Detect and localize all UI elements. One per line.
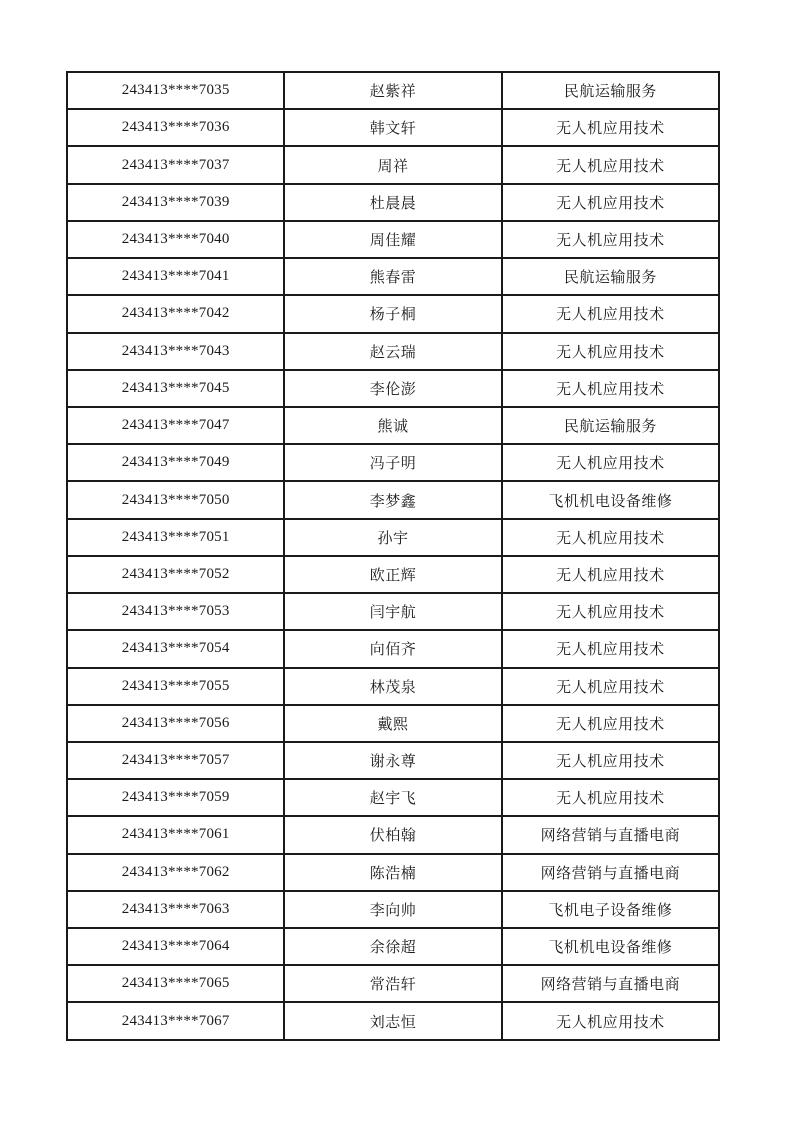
student-name-cell: 常浩轩 (284, 965, 501, 1002)
major-cell: 飞机机电设备维修 (502, 481, 719, 518)
student-name-cell: 周祥 (284, 146, 501, 183)
table-row (67, 742, 719, 779)
student-id-cell: 243413****7040 (67, 221, 284, 258)
student-name-cell: 李伦澎 (284, 370, 501, 407)
table-row (67, 928, 719, 965)
student-name-cell: 林茂泉 (284, 668, 501, 705)
major-cell: 无人机应用技术 (502, 370, 719, 407)
table-row (67, 593, 719, 630)
major-cell: 网络营销与直播电商 (502, 965, 719, 1002)
major-cell: 飞机机电设备维修 (502, 928, 719, 965)
table-row (67, 444, 719, 481)
student-roster-table (66, 71, 720, 1041)
student-name-cell: 闫宇航 (284, 593, 501, 630)
student-name-cell: 伏柏翰 (284, 816, 501, 853)
student-name-cell: 李向帅 (284, 891, 501, 928)
major-cell: 网络营销与直播电商 (502, 854, 719, 891)
student-name-cell: 向佰齐 (284, 630, 501, 667)
student-name-cell: 戴熙 (284, 705, 501, 742)
major-cell: 民航运输服务 (502, 72, 719, 109)
table-row (67, 221, 719, 258)
roster-table-body (67, 72, 719, 1040)
table-row (67, 965, 719, 1002)
student-name-cell: 孙宇 (284, 519, 501, 556)
table-row (67, 481, 719, 518)
student-name-cell: 李梦鑫 (284, 481, 501, 518)
student-id-cell: 243413****7067 (67, 1002, 284, 1040)
student-id-cell: 243413****7052 (67, 556, 284, 593)
major-cell: 无人机应用技术 (502, 742, 719, 779)
major-cell: 无人机应用技术 (502, 146, 719, 183)
student-id-cell: 243413****7055 (67, 668, 284, 705)
student-id-cell: 243413****7062 (67, 854, 284, 891)
major-cell: 无人机应用技术 (502, 444, 719, 481)
table-row (67, 668, 719, 705)
student-id-cell: 243413****7049 (67, 444, 284, 481)
student-id-cell: 243413****7054 (67, 630, 284, 667)
major-cell: 无人机应用技术 (502, 1002, 719, 1040)
student-id-cell: 243413****7043 (67, 333, 284, 370)
student-name-cell: 熊诚 (284, 407, 501, 444)
table-row (67, 295, 719, 332)
table-row (67, 891, 719, 928)
student-name-cell: 陈浩楠 (284, 854, 501, 891)
student-name-cell: 韩文轩 (284, 109, 501, 146)
table-row (67, 816, 719, 853)
table-row (67, 705, 719, 742)
student-id-cell: 243413****7041 (67, 258, 284, 295)
table-row (67, 407, 719, 444)
student-name-cell: 赵紫祥 (284, 72, 501, 109)
student-id-cell: 243413****7050 (67, 481, 284, 518)
major-cell: 网络营销与直播电商 (502, 816, 719, 853)
major-cell: 无人机应用技术 (502, 519, 719, 556)
table-row (67, 72, 719, 109)
major-cell: 民航运输服务 (502, 407, 719, 444)
major-cell: 无人机应用技术 (502, 593, 719, 630)
student-name-cell: 赵宇飞 (284, 779, 501, 816)
student-id-cell: 243413****7064 (67, 928, 284, 965)
student-name-cell: 刘志恒 (284, 1002, 501, 1040)
table-row (67, 370, 719, 407)
student-id-cell: 243413****7036 (67, 109, 284, 146)
student-name-cell: 赵云瑞 (284, 333, 501, 370)
major-cell: 无人机应用技术 (502, 109, 719, 146)
student-name-cell: 周佳耀 (284, 221, 501, 258)
student-id-cell: 243413****7059 (67, 779, 284, 816)
table-row (67, 854, 719, 891)
student-name-cell: 冯子明 (284, 444, 501, 481)
student-id-cell: 243413****7065 (67, 965, 284, 1002)
student-name-cell: 余徐超 (284, 928, 501, 965)
student-id-cell: 243413****7042 (67, 295, 284, 332)
table-row (67, 519, 719, 556)
student-id-cell: 243413****7053 (67, 593, 284, 630)
student-id-cell: 243413****7056 (67, 705, 284, 742)
table-row (67, 184, 719, 221)
major-cell: 无人机应用技术 (502, 668, 719, 705)
major-cell: 无人机应用技术 (502, 295, 719, 332)
student-name-cell: 杨子桐 (284, 295, 501, 332)
student-id-cell: 243413****7063 (67, 891, 284, 928)
student-name-cell: 杜晨晨 (284, 184, 501, 221)
table-row (67, 556, 719, 593)
major-cell: 无人机应用技术 (502, 705, 719, 742)
major-cell: 无人机应用技术 (502, 630, 719, 667)
table-row (67, 779, 719, 816)
major-cell: 飞机电子设备维修 (502, 891, 719, 928)
student-id-cell: 243413****7061 (67, 816, 284, 853)
major-cell: 无人机应用技术 (502, 184, 719, 221)
student-name-cell: 欧正辉 (284, 556, 501, 593)
table-row (67, 258, 719, 295)
student-id-cell: 243413****7045 (67, 370, 284, 407)
student-id-cell: 243413****7035 (67, 72, 284, 109)
student-name-cell: 谢永尊 (284, 742, 501, 779)
major-cell: 民航运输服务 (502, 258, 719, 295)
major-cell: 无人机应用技术 (502, 779, 719, 816)
student-id-cell: 243413****7057 (67, 742, 284, 779)
table-row (67, 630, 719, 667)
major-cell: 无人机应用技术 (502, 333, 719, 370)
student-id-cell: 243413****7047 (67, 407, 284, 444)
table-row (67, 333, 719, 370)
table-row (67, 146, 719, 183)
major-cell: 无人机应用技术 (502, 221, 719, 258)
major-cell: 无人机应用技术 (502, 556, 719, 593)
student-id-cell: 243413****7037 (67, 146, 284, 183)
table-row (67, 109, 719, 146)
table-row (67, 1002, 719, 1040)
student-id-cell: 243413****7051 (67, 519, 284, 556)
student-name-cell: 熊春雷 (284, 258, 501, 295)
student-id-cell: 243413****7039 (67, 184, 284, 221)
